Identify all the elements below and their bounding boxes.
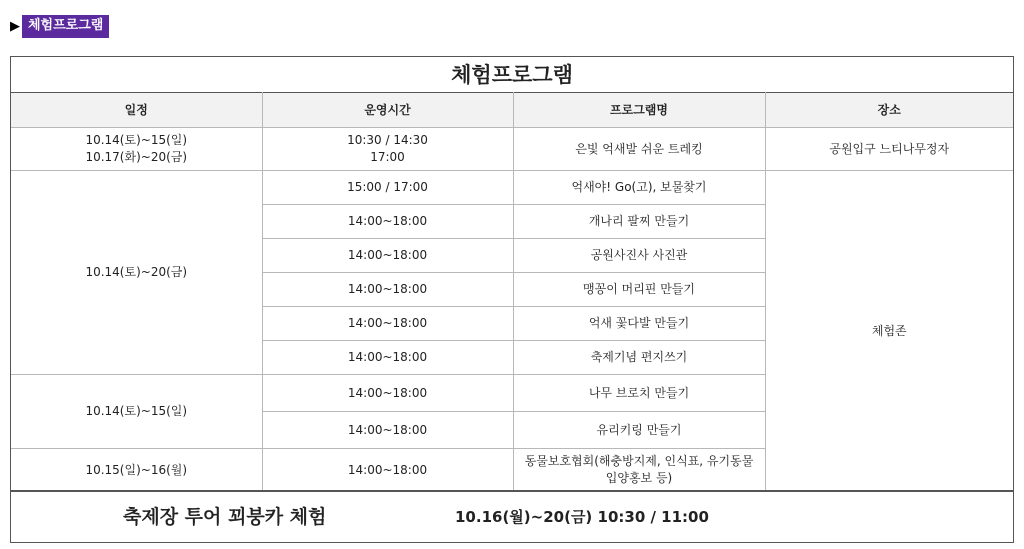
schedule-date-cell: 10.15(일)~16(월) <box>11 449 262 492</box>
place-cell: 체험존 <box>765 171 1013 492</box>
table-title: 체험프로그램 <box>451 62 573 87</box>
program-name-cell: 맹꽁이 머리핀 만들기 <box>513 273 765 307</box>
tour-label: 축제장 투어 꾀붕카 체험 <box>123 506 327 528</box>
schedule-table <box>11 92 1013 492</box>
program-name-cell: 나무 브로치 만들기 <box>513 375 765 412</box>
column-header-date: 일정 <box>11 93 262 128</box>
operating-time-cell: 14:00~18:00 <box>262 205 513 239</box>
program-name-cell: 동물보호협회(해충방지제, 인식표, 유기동물 입양홍보 등) <box>513 449 765 492</box>
tour-schedule: 10.16(월)~20(금) 10:30 / 11:00 <box>455 508 709 526</box>
triangle-right-icon: ▶ <box>10 18 20 34</box>
section-header <box>10 14 109 38</box>
schedule-date-cell: 10.14(토)~20(금) <box>11 171 262 375</box>
program-name-cell: 공원사진사 사진관 <box>513 239 765 273</box>
operating-time-cell: 14:00~18:00 <box>262 341 513 375</box>
tour-footer <box>11 490 1013 542</box>
program-name-cell: 유리키링 만들기 <box>513 412 765 449</box>
column-header-program: 프로그램명 <box>513 93 765 128</box>
program-name-cell: 개나리 팔찌 만들기 <box>513 205 765 239</box>
program-name-cell: 은빛 억새발 쉬운 트레킹 <box>513 128 765 171</box>
table-row <box>11 128 1013 171</box>
place-cell: 공원입구 느티나무정자 <box>765 128 1013 171</box>
operating-time-cell: 14:00~18:00 <box>262 375 513 412</box>
operating-time-cell: 10:30 / 14:30 17:00 <box>262 128 513 171</box>
schedule-date-cell: 10.14(토)~15(일) 10.17(화)~20(금) <box>11 128 262 171</box>
operating-time-cell: 14:00~18:00 <box>262 307 513 341</box>
table-row <box>11 171 1013 205</box>
column-header-time: 운영시간 <box>262 93 513 128</box>
operating-time-cell: 14:00~18:00 <box>262 412 513 449</box>
program-table-frame <box>10 56 1014 543</box>
operating-time-cell: 14:00~18:00 <box>262 449 513 492</box>
table-header-row <box>11 93 1013 128</box>
section-badge: 체험프로그램 <box>22 15 109 38</box>
program-name-cell: 억새 꽃다발 만들기 <box>513 307 765 341</box>
schedule-date-cell: 10.14(토)~15(일) <box>11 375 262 449</box>
program-name-cell: 억새야! Go(고), 보물찾기 <box>513 171 765 205</box>
operating-time-cell: 14:00~18:00 <box>262 273 513 307</box>
program-name-cell: 축제기념 편지쓰기 <box>513 341 765 375</box>
operating-time-cell: 14:00~18:00 <box>262 239 513 273</box>
column-header-place: 장소 <box>765 93 1013 128</box>
operating-time-cell: 15:00 / 17:00 <box>262 171 513 205</box>
